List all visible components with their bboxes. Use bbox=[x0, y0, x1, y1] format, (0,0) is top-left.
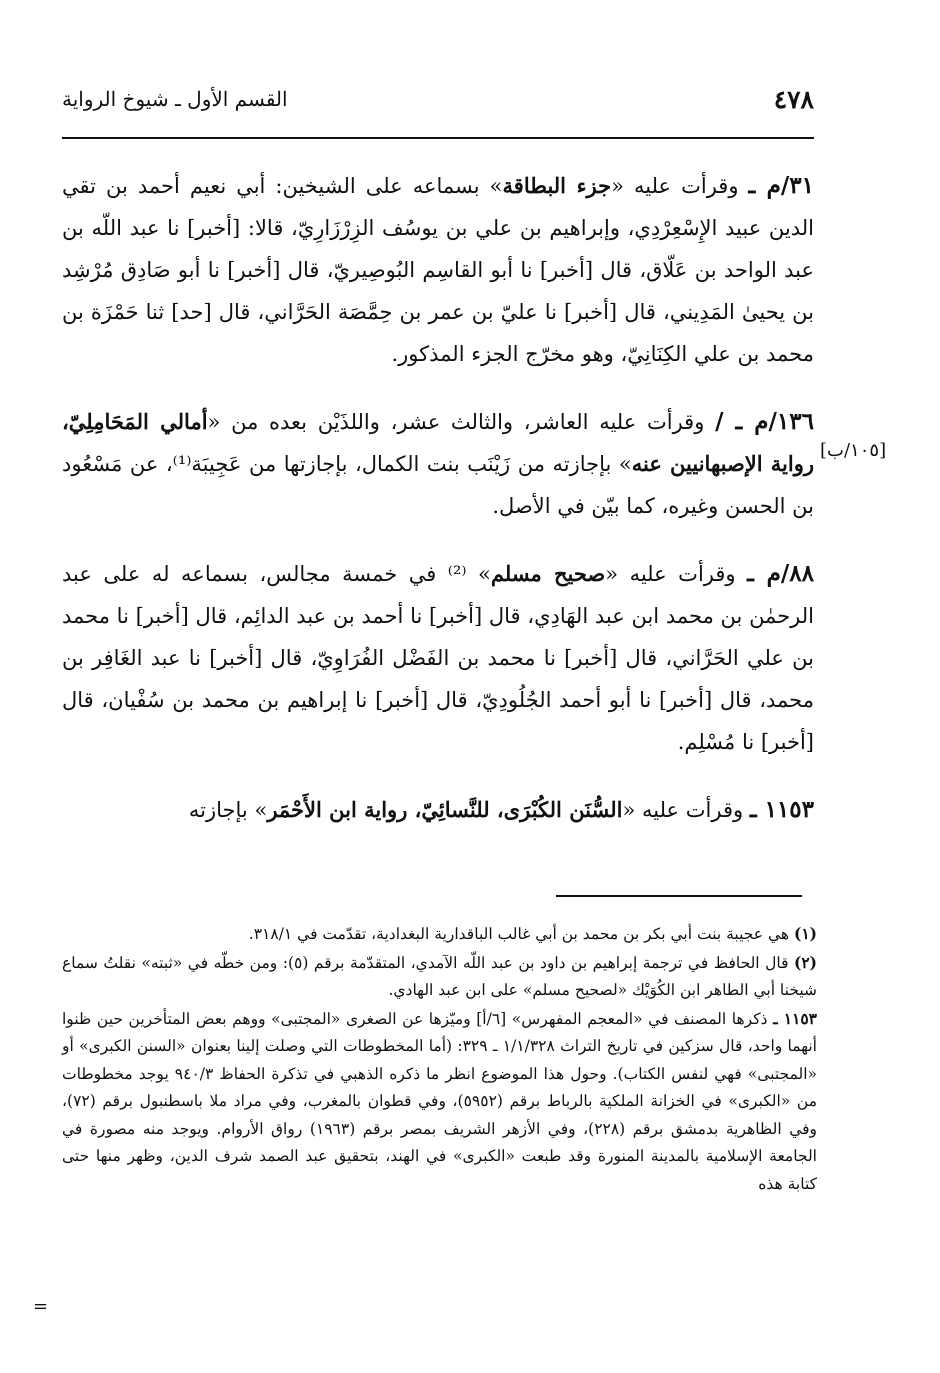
page-header bbox=[62, 85, 814, 117]
entry-lead: وقرأت عليه « bbox=[605, 562, 736, 586]
footnote-mark: ١١٥٣ ـ bbox=[773, 1008, 817, 1028]
footnote-text: ذكرها المصنف في «المعجم المفهرس» [٦/أ] وميّزها عن الصغرى «المجتبى» ووهم بعض المتأخرين حين ظنوا أنهما واحد، قال سزكين في تاريخ التراث ١/١/٣٢٨ ـ ٣٢٩: (أما المخطوطات التي وصلت إلينا بعنوان «السنن الكبرى» أو «المجتبى» فهي لنفس الكتاب). وحول هذا الموضوع انظر ما ذكره الذهبي في تذكرة الحفاظ ٩٤٠/٣ يوجد مخطوطات من «الكبرى» في الخزانة الملكية بالرباط برقم (٥٩٥٢)، وفي قطوان بالمغرب، وفي مراد ملا باسطنبول برقم (٧٢)، وفي الظاهرية بدمشق برقم (٢٢٨)، وفي الأزهر الشريف بمصر برقم (١٩٦٣) رواق الأروام. ويوجد منه مصورة في الجامعة الإسلامية بالمدينة المنورة وقد طبعت «الكبرى» في الهند، بتحقيق عبد الصمد شرف الدين، وظهر منها حتى كتابة هذه bbox=[62, 1009, 818, 1193]
entry-lead: وقرأت عليه « bbox=[611, 174, 739, 198]
entry-text: » بإجازته bbox=[188, 798, 268, 822]
entry-lead: وقرأت عليه العاشر، والثالث عشر، واللذَيْن بعده من « bbox=[207, 410, 705, 434]
entry-text: » بسماعه على الشيخين: أبي نعيم أحمد بن تقي الدين عبيد الإِسْعِرْدِي، وإبراهيم بن علي بن يوسُف الزِرْزَارِيّ، قالا: [أخبر] نا عبد اللّه بن عبد الواحد بن عَلّاق، قال [أخبر] نا أبو القاسِم البُوصِيريّ، قال [أخبر] نا أبو صَادِق مُرْشِد بن يحيىٰ المَدِيني، قال [أخبر] نا عليّ بن عمر بن حِمَّصَة الحَرَّاني، قال [حد] ثنا حَمْزَة بن محمد بن علي الكِنَانِيّ، وهو مخرّج الجزء المذكور. bbox=[62, 174, 814, 366]
margin-note: [١٠٥/ب] bbox=[820, 440, 887, 461]
footnote bbox=[62, 949, 817, 1005]
footnotes bbox=[62, 920, 817, 1198]
page-number: ٤٧٨ bbox=[773, 85, 814, 114]
entry-text: » ⁽²⁾ في خمسة مجالس، بسماعه له على عبد الرحمٰن بن محمد ابن عبد الهَادِي، قال [أخبر] نا أحمد بن عبد الدائِم، قال [أخبر] نا محمد بن علي الحَرَّاني، قال [أخبر] نا محمد بن الفَضْل الفُرَاوِيّ، قال [أخبر] نا عبد الغَافِر بن محمد، قال [أخبر] نا أبو أحمد الجُلُودِيّ، قال [أخبر] نا إبراهيم بن محمد بن سُفْيان، قال [أخبر] نا مُسْلِم. bbox=[62, 562, 814, 754]
entry-number: ١٣٦/م ـ / bbox=[715, 408, 814, 435]
entry-lead: وقرأت عليه « bbox=[622, 798, 744, 822]
continuation-mark: = bbox=[33, 1296, 49, 1317]
book-title: أمالي المَحَامِلِيّ، رواية الإصبهانيين عنه bbox=[62, 409, 814, 476]
running-title: القسم الأول ـ شيوخ الرواية bbox=[62, 87, 288, 111]
book-title: صحيح مسلم bbox=[490, 561, 606, 586]
footnote-text: هي عجيبة بنت أبي بكر بن محمد بن أبي غالب الباقدارية البغدادية، تقدّمت في ٣١٨/١. bbox=[248, 925, 790, 943]
footnote bbox=[62, 1005, 817, 1199]
entry-paragraph bbox=[62, 789, 814, 831]
main-text bbox=[62, 165, 814, 831]
entry-paragraph bbox=[62, 553, 814, 763]
entry-number: ٣١/م ـ bbox=[748, 172, 815, 199]
footnote bbox=[62, 920, 817, 949]
entry-paragraph bbox=[62, 401, 814, 527]
footnote-mark: (٢) bbox=[793, 952, 817, 972]
header-rule bbox=[62, 137, 814, 139]
footnote-text: قال الحافظ في ترجمة إبراهيم بن داود بن عبد اللّه الآمدي، المتقدّمة برقم (٥): ومن خطّه في «ثبته» نقلتُ سماع شيخنا أبي الطاهر ابن الكُوَيْك «لصحيح مسلم» على ابن عبد الهادي. bbox=[62, 953, 817, 999]
entry-text: » بإجازته من زَيْنَب بنت الكمال، بإجازتها من عَجِيبَة⁽¹⁾، عن مَسْعُود بن الحسن وغيره، كما بيّن في الأصل. bbox=[62, 452, 814, 518]
footnote-rule bbox=[556, 895, 802, 897]
book-title: السُّنَن الكُبْرَى، للنَّسائِيّ، رواية ابن الأَحْمَر bbox=[267, 797, 623, 822]
entry-number: ١١٥٣ ـ bbox=[749, 796, 814, 823]
entry-paragraph bbox=[62, 165, 814, 375]
book-title: جزء البطاقة bbox=[502, 173, 612, 198]
footnote-mark: (١) bbox=[793, 924, 817, 943]
entry-number: ٨٨/م ـ bbox=[747, 560, 814, 587]
